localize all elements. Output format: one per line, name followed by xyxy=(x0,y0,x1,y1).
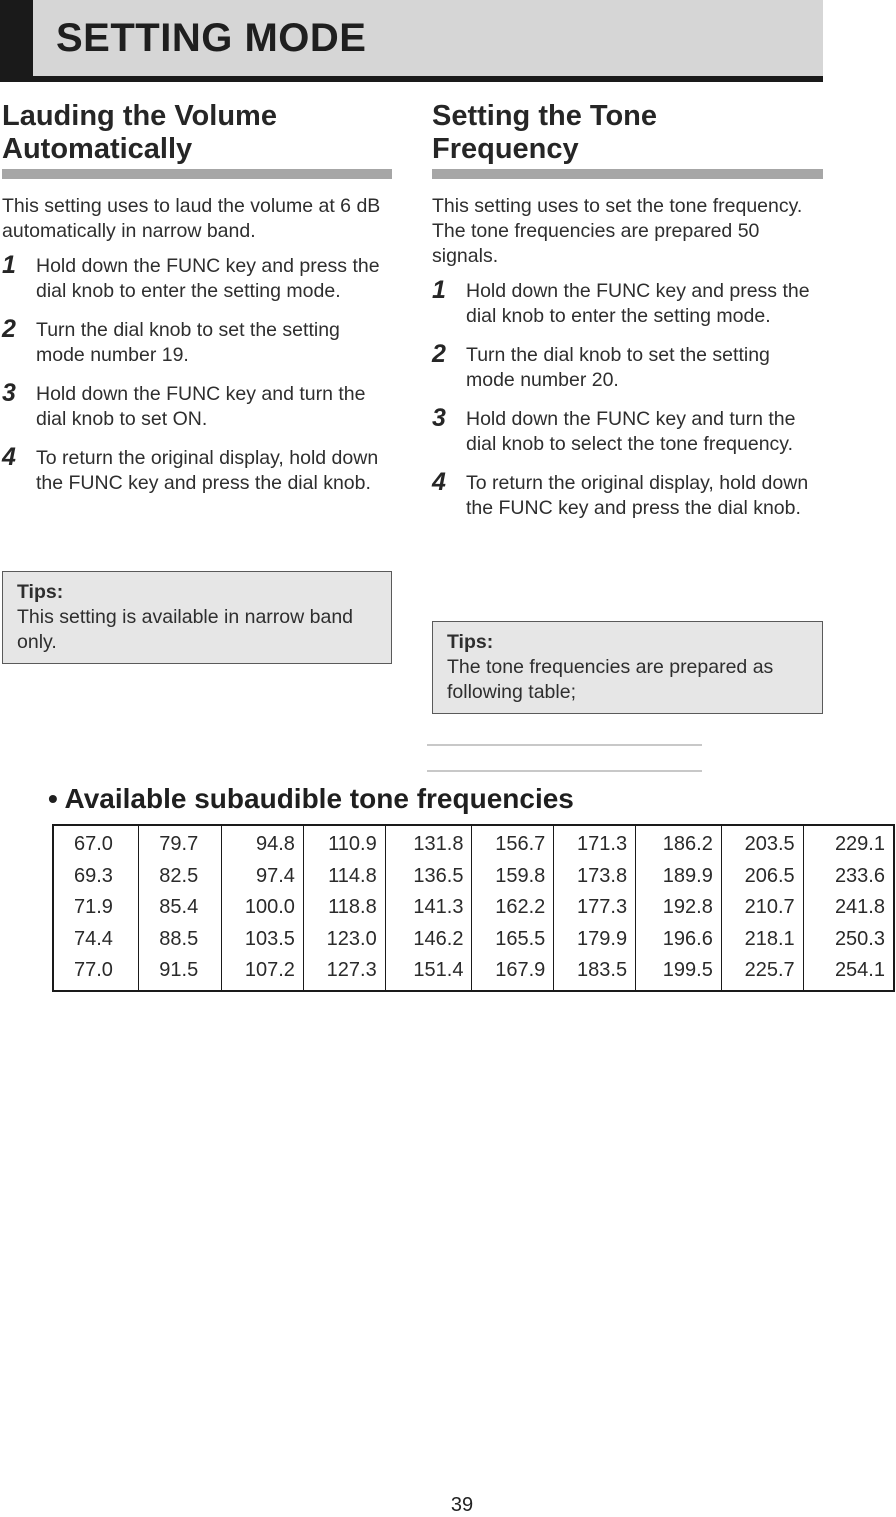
step-list xyxy=(2,251,392,496)
section-tone xyxy=(432,100,823,535)
step-number: 2 xyxy=(2,315,16,343)
step-text: To return the original display, hold down the FUNC key and press the dial knob. xyxy=(466,472,809,519)
scan-artifact-line xyxy=(427,744,702,746)
step-item xyxy=(432,404,823,457)
step-number: 4 xyxy=(432,468,446,496)
table-cell: 206.5 xyxy=(721,861,803,893)
step-text: Turn the dial knob to set the setting mode number 19. xyxy=(36,319,340,366)
step-text: Hold down the FUNC key and turn the dial knob to select the tone frequency. xyxy=(466,408,796,455)
page-title: SETTING MODE xyxy=(56,16,367,60)
table-cell: 159.8 xyxy=(472,861,554,893)
step-item xyxy=(432,340,823,393)
table-cell: 74.4 xyxy=(53,924,139,956)
tips-box-volume xyxy=(2,571,392,664)
table-cell: 97.4 xyxy=(222,861,304,893)
table-cell: 165.5 xyxy=(472,924,554,956)
step-text: To return the original display, hold down the FUNC key and press the dial knob. xyxy=(36,447,379,494)
table-cell: 127.3 xyxy=(303,955,385,991)
table-cell: 254.1 xyxy=(803,955,894,991)
tips-label: Tips: xyxy=(17,581,64,603)
tips-box-tone xyxy=(432,621,823,714)
table-cell: 94.8 xyxy=(222,825,304,861)
table-cell: 107.2 xyxy=(222,955,304,991)
table-cell: 250.3 xyxy=(803,924,894,956)
table-cell: 71.9 xyxy=(53,892,139,924)
table-cell: 156.7 xyxy=(472,825,554,861)
table-title: • Available subaudible tone frequencies xyxy=(48,783,574,814)
tone-frequency-table xyxy=(52,824,895,992)
section-rule xyxy=(2,169,392,179)
table-cell: 77.0 xyxy=(53,955,139,991)
table-cell: 100.0 xyxy=(222,892,304,924)
table-cell: 69.3 xyxy=(53,861,139,893)
table-row xyxy=(53,892,894,924)
table-cell: 210.7 xyxy=(721,892,803,924)
table-cell: 233.6 xyxy=(803,861,894,893)
table-cell: 110.9 xyxy=(303,825,385,861)
table-cell: 88.5 xyxy=(139,924,222,956)
step-number: 3 xyxy=(2,379,16,407)
header-black-bar xyxy=(0,0,33,82)
table-cell: 123.0 xyxy=(303,924,385,956)
table-cell: 79.7 xyxy=(139,825,222,861)
table-cell: 171.3 xyxy=(554,825,636,861)
step-list xyxy=(432,276,823,521)
table-cell: 167.9 xyxy=(472,955,554,991)
tips-text: This setting is available in narrow band only. xyxy=(17,606,354,653)
table-cell: 91.5 xyxy=(139,955,222,991)
step-number: 4 xyxy=(2,443,16,471)
table-cell: 218.1 xyxy=(721,924,803,956)
table-cell: 183.5 xyxy=(554,955,636,991)
table-row xyxy=(53,955,894,991)
step-text: Hold down the FUNC key and turn the dial knob to set ON. xyxy=(36,383,366,430)
step-item xyxy=(2,251,392,304)
table-cell: 151.4 xyxy=(385,955,472,991)
table-cell: 177.3 xyxy=(554,892,636,924)
table-cell: 136.5 xyxy=(385,861,472,893)
scan-artifact-line xyxy=(427,770,702,772)
tips-label: Tips: xyxy=(447,631,494,653)
step-item xyxy=(2,443,392,496)
section-intro: This setting uses to set the tone frequency. The tone frequencies are prepared 50 signals. xyxy=(432,195,803,267)
table-row xyxy=(53,825,894,861)
table-cell: 241.8 xyxy=(803,892,894,924)
table-cell: 186.2 xyxy=(636,825,722,861)
step-item xyxy=(432,276,823,329)
step-text: Hold down the FUNC key and press the dial knob to enter the setting mode. xyxy=(466,280,810,327)
page-number: 39 xyxy=(450,1494,474,1516)
page-header xyxy=(0,0,823,82)
table-cell: 189.9 xyxy=(636,861,722,893)
table-cell: 146.2 xyxy=(385,924,472,956)
table-row xyxy=(53,861,894,893)
step-number: 3 xyxy=(432,404,446,432)
table-cell: 114.8 xyxy=(303,861,385,893)
step-item xyxy=(432,468,823,521)
table-cell: 103.5 xyxy=(222,924,304,956)
step-item xyxy=(2,379,392,432)
table-cell: 199.5 xyxy=(636,955,722,991)
table-cell: 179.9 xyxy=(554,924,636,956)
table-cell: 192.8 xyxy=(636,892,722,924)
table-cell: 118.8 xyxy=(303,892,385,924)
table-row xyxy=(53,924,894,956)
table-cell: 162.2 xyxy=(472,892,554,924)
step-item xyxy=(2,315,392,368)
table-cell: 131.8 xyxy=(385,825,472,861)
table-cell: 85.4 xyxy=(139,892,222,924)
step-text: Hold down the FUNC key and press the dial knob to enter the setting mode. xyxy=(36,255,380,302)
step-number: 2 xyxy=(432,340,446,368)
header-underline xyxy=(0,76,823,82)
step-text: Turn the dial knob to set the setting mode number 20. xyxy=(466,344,770,391)
table-cell: 67.0 xyxy=(53,825,139,861)
table-cell: 173.8 xyxy=(554,861,636,893)
table-cell: 225.7 xyxy=(721,955,803,991)
table-cell: 203.5 xyxy=(721,825,803,861)
table-cell: 229.1 xyxy=(803,825,894,861)
section-rule xyxy=(432,169,823,179)
table-cell: 196.6 xyxy=(636,924,722,956)
section-intro: This setting uses to laud the volume at 6 dB automatically in narrow band. xyxy=(2,195,381,242)
section-volume xyxy=(2,100,392,510)
tips-text: The tone frequencies are prepared as following table; xyxy=(447,656,774,703)
table-cell: 82.5 xyxy=(139,861,222,893)
step-number: 1 xyxy=(2,251,16,279)
section-title-tone: Setting the Tone Frequency xyxy=(432,100,658,165)
step-number: 1 xyxy=(432,276,446,304)
section-title-volume: Lauding the Volume Automatically xyxy=(2,100,277,165)
table-cell: 141.3 xyxy=(385,892,472,924)
